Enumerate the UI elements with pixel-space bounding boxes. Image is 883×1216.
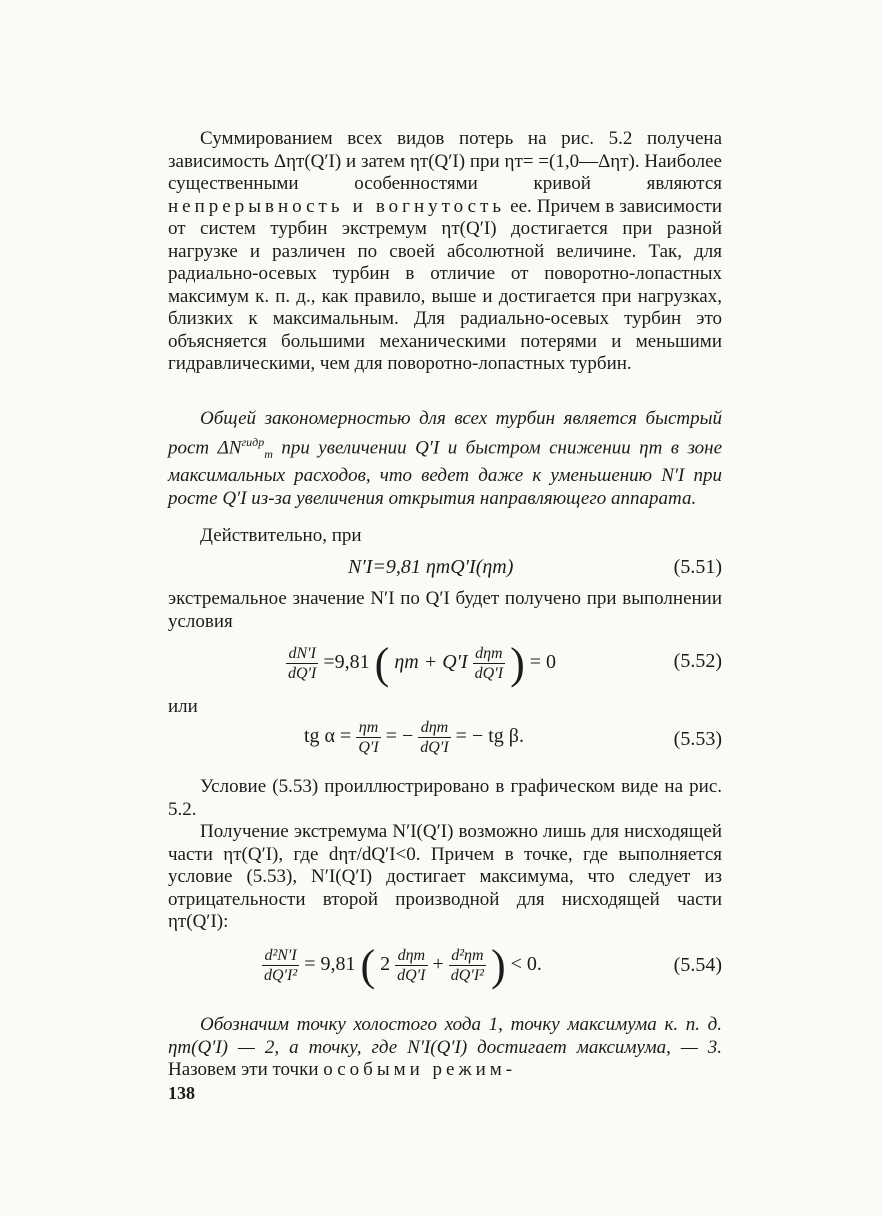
text-or: или: [168, 696, 198, 717]
eq552-rhs: = 0: [529, 651, 556, 674]
text-p3: Действительно, при: [200, 525, 362, 546]
text-p2-sub: т: [264, 446, 273, 461]
eq552-fr-num: dηт: [473, 644, 505, 664]
equation-5-53: [168, 718, 722, 766]
eq553-f1-den: Q′I: [358, 739, 379, 756]
eq553-c: = − tg β.: [455, 725, 524, 748]
text-p2b: при увеличении Q′I и быстром снижении ηт в зоне максимальных расходов, что ведет даже к уменьшению N′I при росте Q′I из-за увеличения открытия направляющего аппарата.: [168, 436, 722, 509]
eq553-b: = −: [385, 725, 414, 748]
eq554-f2-den: dQ′I²: [450, 967, 484, 984]
eq554-two: 2: [380, 953, 391, 976]
eq554-f2-num: d²ηт: [449, 946, 486, 966]
eq551-body: N′I=9,81 ηтQ′I(ηт): [348, 556, 514, 578]
eq553-a: tg α =: [304, 725, 352, 748]
paragraph-3: [168, 525, 722, 548]
paragraph-7: [168, 1014, 722, 1082]
eq553-body: [304, 718, 524, 757]
page-number: 138: [168, 1083, 195, 1103]
paragraph-5: [168, 776, 722, 821]
eq554-plus: +: [432, 953, 444, 976]
text-p7-sp: особыми режим-: [323, 1059, 517, 1080]
eq553-number: (5.53): [673, 728, 722, 750]
eq553-f2-den: dQ′I: [420, 739, 449, 756]
eq552-lhs-den: dQ′I: [288, 665, 317, 682]
eq553-f1-num: ηт: [356, 718, 380, 738]
paragraph-6: [168, 821, 722, 934]
eq553-f2-num: dηт: [418, 718, 450, 738]
paragraph-4: [168, 588, 722, 633]
paragraph-2: [168, 408, 722, 510]
text-p2-sup: гидр: [241, 434, 265, 449]
eq552-lhs-num: dN′I: [286, 644, 318, 664]
eq554-f1-num: dηт: [395, 946, 427, 966]
paragraph-or: [168, 696, 722, 719]
eq552-in1: ηт + Q′I: [394, 651, 468, 674]
equation-5-51: [168, 556, 722, 584]
eq554-number: (5.54): [673, 954, 722, 976]
eq552-body: $\frac{dN'I}{dQ'I}$ =9,81 ( ηт + Q′I $\frac{\text{dηт}}{dQ'I}$ ) = 0: [288, 639, 556, 688]
equation-5-54: [168, 938, 722, 1000]
text-p2a: Общей закономерностью для всех турбин является быстрый рост ΔN: [168, 408, 722, 458]
eq552-number: (5.52): [673, 650, 722, 672]
equation-5-52: [168, 636, 722, 692]
eq554-f1-den: dQ′I: [397, 967, 426, 984]
eq552-mid: =9,81: [323, 651, 370, 674]
eq554-body: $\frac{\text{d²N′I}}{\text{dQ′I²}}$ = 9,81 ( 2 $\frac{\text{dηт}}{dQ'I}$ + $\frac{\text{d²ηт}}{\text{dQ′I²}}$ ) < 0.: [264, 941, 542, 990]
paragraph-1: [168, 128, 722, 376]
text-p5: Условие (5.53) проиллюстрировано в графическом виде на рис. 5.2.: [168, 776, 722, 820]
text-p1b: ее. Причем в зависимости от систем турбин экстремум ηт(Q′I) достигается при разной нагрузке и различен по своей абсолютной величине. Так, для радиально-осевых турбин в отличие от поворотно-лопастных максимум к. п. д., как правило, выше и достигается при нагрузках, близких к максимальным. Для радиально-осевых турбин это объясняется большими механическими потерями и меньшими гидравлическими, чем для поворотно-лопастных турбин.: [168, 195, 722, 374]
text-p6: Получение экстремума N′I(Q′I) возможно лишь для нисходящей части ηт(Q′I), где dηт/dQ′I<0. Причем в точке, где выполняется условие (5.53), N′I(Q′I) достигает максимума, что следует из отрицательности второй производной для нисходящей части ηт(Q′I):: [168, 821, 722, 932]
eq552-fr-den: dQ′I: [474, 665, 504, 682]
eq554-lhs-den: dQ′I²: [264, 967, 298, 984]
eq554-lhs-num: d²N′I: [262, 946, 299, 966]
text-p7-it: Обозначим точку холостого хода 1, точку максимума к. п. д. ηт(Q′I) — 2, а точку, где N′I(Q′I) достигает максимума, — 3.: [168, 1014, 722, 1058]
text-p1: Суммированием всех видов потерь на рис. 5.2 получена зависимость Δηт(Q′I) и затем ηт(Q′I) при ηт= =(1,0—Δηт). Наиболее существенными особенностями кривой являются: [168, 128, 722, 194]
eq554-mid: = 9,81: [304, 953, 356, 976]
text-emph1: непрерывность и вогнутость: [168, 195, 506, 217]
text-p7-rest: Назовем эти точки: [168, 1059, 319, 1080]
text-p4: экстремальное значение N′I по Q′I будет получено при выполнении условия: [168, 588, 722, 632]
eq554-rhs: < 0.: [510, 953, 542, 976]
eq551-number: (5.51): [673, 556, 722, 578]
